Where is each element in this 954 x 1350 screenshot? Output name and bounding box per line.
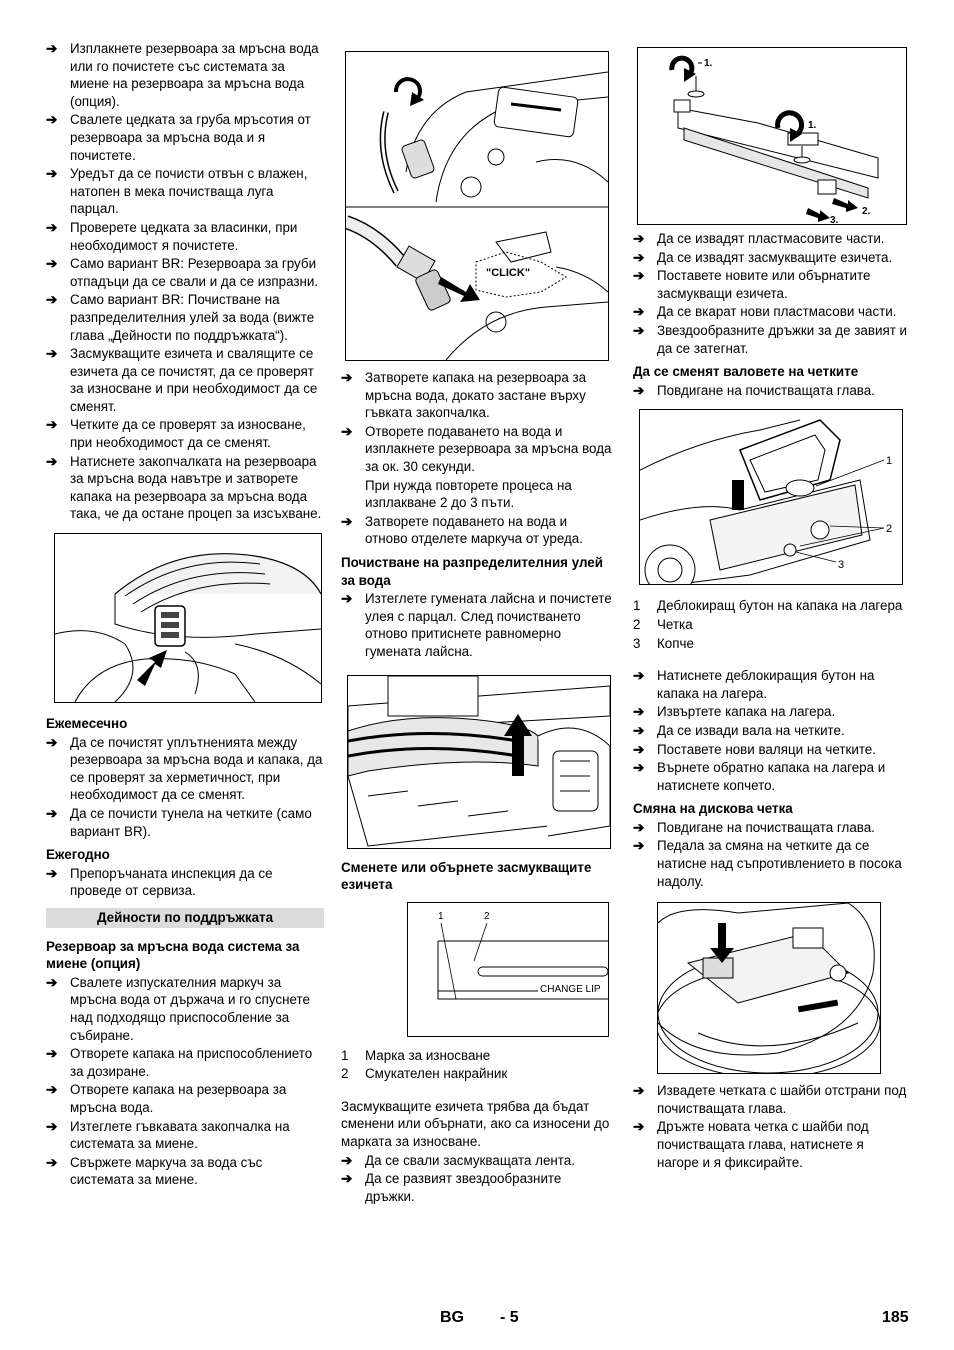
list-item: ➔ Да се извади вала на четките. [633, 722, 845, 738]
arrow-right-icon: ➔ [633, 231, 645, 246]
callout-2: 2 [886, 523, 893, 536]
list-item: ➔ Само вариант BR: Почистване на разпределителния улей за вода (вижте глава „Дейности по поддръжката“). [46, 292, 315, 343]
list-item: ➔ Да се вкарат нови пластмасови части. [633, 304, 897, 320]
tank-latch-figure [54, 533, 322, 703]
disc-brush-figure [657, 902, 881, 1074]
step-label-2: 2. [862, 206, 871, 217]
arrow-right-icon: ➔ [341, 591, 353, 607]
arrow-right-icon: ➔ [46, 256, 58, 272]
change-lip-figure [407, 902, 609, 1037]
callout-1: 1 [886, 455, 893, 468]
step-label-3: 3. [830, 215, 839, 224]
arrow-right-icon: ➔ [341, 370, 353, 385]
legend-item: 2 Четка [633, 616, 693, 632]
list-item: ➔ Натиснете деблокиращия бутон на капака на лагера. [633, 668, 875, 701]
arrow-right-icon: ➔ [46, 865, 58, 881]
column-3 [633, 47, 909, 1172]
brush-roller-figure [639, 409, 903, 585]
list-item: ➔ Изтеглете гъвкавата закопчалка на системата за миене. [46, 1118, 290, 1152]
arrow-right-icon: ➔ [633, 838, 645, 854]
legend-item: 1 Марка за износване [341, 1047, 491, 1063]
arrow-right-icon: ➔ [341, 513, 353, 529]
arrow-right-icon: ➔ [46, 219, 58, 235]
arrow-right-icon: ➔ [46, 292, 58, 308]
callout-3: 3 [838, 559, 845, 572]
lips-heading: Сменете или обърнете засмукващите езичета [341, 859, 592, 893]
list-item: ➔ Изтеглете гумената лайсна и почистете улея с парцал. След почистването отново притиснете равномерно гумената лайсна. [341, 591, 612, 659]
arrow-right-icon: ➔ [341, 423, 353, 439]
list-item: ➔ Отворете подаването на вода и изплакнете резервоара за мръсна вода за ок. 30 секунди. [341, 423, 612, 474]
arrow-right-icon: ➔ [46, 417, 58, 433]
rubber-strip-figure [347, 675, 611, 849]
arrow-right-icon: ➔ [46, 41, 58, 56]
step-label-1a: 1. [704, 58, 713, 69]
lip-callout-2: 2 [484, 910, 490, 922]
list-item: ➔ Поставете нови валяци на четките. [633, 741, 876, 757]
list-item: ➔ Дръжте новата четка с шайби под почистващата глава, натиснете я нагоре и я фиксирайте. [633, 1119, 869, 1170]
arrow-right-icon: ➔ [46, 453, 58, 469]
arrow-right-icon: ➔ [633, 382, 645, 398]
legend-item: 2 Смукателен накрайник [341, 1066, 508, 1082]
list-item: ➔ Да се свали засмукващата лента. [341, 1152, 575, 1168]
list-item: ➔ Звездообразните дръжки за де завият и да се затегнат. [633, 322, 908, 356]
list-item: ➔ Само вариант BR: Резервоара за груби отпадъци да се свали и да се изпразни. [46, 256, 319, 289]
arrow-right-icon: ➔ [633, 322, 645, 338]
arrow-right-icon: ➔ [46, 1118, 58, 1134]
distributor-heading: Почистване на разпределителния улей за вода [341, 554, 603, 588]
change-lip-label: CHANGE LIP [540, 983, 601, 995]
arrow-right-icon: ➔ [46, 974, 58, 990]
list-item: ➔ Проверете цедката за власинки, при необходимост я почистете. [46, 219, 298, 253]
list-item: ➔ Върнете обратно капака на лагера и натиснете копчето. [633, 760, 886, 793]
list-item: ➔ Да се извадят пластмасовите части. [633, 231, 885, 246]
footer-page-number: 185 [882, 1309, 909, 1326]
tank-heading: Резервоар за мръсна вода система за миене (опция) [46, 938, 300, 972]
arrow-right-icon: ➔ [341, 1152, 353, 1168]
list-item: ➔ Препоръчаната инспекция да се проведе от сервиза. [46, 865, 273, 899]
list-item: ➔ Поставете новите или обърнатите засмукващи езичета. [633, 268, 871, 301]
list-item: ➔ Изплакнете резервоара за мръсна вода или го почистете със системата за миене на резервоара за мръсна вода (опция). [46, 41, 319, 109]
disc-heading: Смяна на дискова четка [633, 801, 793, 817]
bullets-top [46, 40, 324, 523]
list-item: ➔ Свалете изпускателния маркуч за мръсна вода от държача и го спуснете над подходящо приспособление за събиране. [46, 974, 310, 1043]
column-2 [341, 51, 613, 1206]
legend-item: 1 Деблокиращ бутон на капака на лагера [633, 598, 903, 614]
list-item: ➔ Затворете капака на резервоара за мръсна вода, докато застане върху гъвката закопчалка. [341, 370, 587, 421]
arrow-right-icon: ➔ [633, 760, 645, 776]
list-item: ➔ Натиснете закопчалката на резервоара за мръсна вода навътре и затворете капака на резервоара за мръсна вода така, че да остане процеп за изсъхване. [46, 453, 322, 522]
footer-lang: BG [440, 1309, 464, 1326]
monthly-heading: Ежемесечно [46, 716, 128, 732]
list-item: ➔ Свалете цедката за груба мръсотия от резервоара за мръсна вода и я почистете. [46, 112, 311, 163]
click-label: "CLICK" [486, 267, 531, 279]
list-item: ➔ Извъртете капака на лагера. [633, 704, 836, 720]
list-item: ➔ Извадете четката с шайби отстрани под почистващата глава. [633, 1083, 907, 1116]
squeegee-figure [637, 47, 907, 225]
arrow-right-icon: ➔ [46, 734, 58, 750]
list-item: ➔ Отворете капака на резервоара за мръсна вода. [46, 1082, 287, 1115]
arrow-right-icon: ➔ [633, 668, 645, 684]
arrow-right-icon: ➔ [46, 112, 58, 128]
arrow-right-icon: ➔ [633, 249, 645, 265]
arrow-right-icon: ➔ [633, 722, 645, 738]
list-item: ➔ Повдигане на почистващата глава. [633, 819, 875, 835]
footer-page-sub: - 5 [500, 1309, 519, 1326]
lips-text: Засмукващите езичета трябва да бъдат сменени или обърнати, ако са износени до марката за износване. [341, 1098, 610, 1150]
lip-callout-1: 1 [438, 910, 444, 922]
list-item: ➔ Да се почисти тунела на четките (само вариант BR). [46, 806, 312, 839]
step-label-1b: 1. [808, 120, 817, 131]
arrow-right-icon: ➔ [633, 268, 645, 284]
list-item: ➔ Да се развият звездообразните дръжки. [341, 1171, 562, 1204]
list-item: ➔ Четките да се проверят за износване, при необходимост да се сменят. [46, 417, 306, 451]
list-item: ➔ Педала за смяна на четките да се натисне над съпротивлението в посока надолу. [633, 838, 902, 889]
list-item: ➔ Да се почистят уплътненията между резервоара за мръсна вода и капака, да се проверят за херметичност, при необходимост да се сменят. [46, 734, 323, 803]
list-item: ➔ Уредът да се почисти отвън с влажен, натопен в мека почистваща луга парцал. [46, 166, 308, 217]
list-item: ➔ Да се извадят засмукващите езичета. [633, 249, 893, 265]
arrow-right-icon: ➔ [633, 304, 645, 320]
arrow-right-icon: ➔ [46, 1046, 58, 1062]
arrow-right-icon: ➔ [341, 1171, 353, 1187]
arrow-right-icon: ➔ [46, 166, 58, 182]
legend-item: 3 Копче [633, 635, 694, 651]
hose-connect-figure [345, 51, 609, 361]
arrow-right-icon: ➔ [633, 1119, 645, 1135]
arrow-right-icon: ➔ [46, 1082, 58, 1098]
arrow-right-icon: ➔ [633, 704, 645, 720]
yearly-heading: Ежегодно [46, 847, 110, 863]
arrow-right-icon: ➔ [46, 806, 58, 821]
repeat-note: При нужда повторете процеса на изплакване 2 до 3 пъти. [365, 477, 572, 511]
column-1 [46, 40, 324, 1190]
arrow-right-icon: ➔ [46, 346, 58, 362]
rollers-heading: Да се сменят валовете на четките [633, 364, 859, 380]
arrow-right-icon: ➔ [633, 1083, 645, 1099]
list-item: ➔ Отворете капака на приспособлението за дозиране. [46, 1046, 313, 1079]
arrow-right-icon: ➔ [633, 819, 645, 835]
section-title: Дейности по поддръжката [46, 908, 324, 928]
list-item: ➔ Засмукващите езичета и свалящите се езичета да се почистят, да се проверят за износване и при необходимост да се сменят. [46, 346, 318, 414]
arrow-right-icon: ➔ [633, 741, 645, 757]
arrow-right-icon: ➔ [46, 1154, 58, 1170]
list-item: ➔ Затворете подаването на вода и отново отделете маркуча от уреда. [341, 513, 583, 547]
list-item: ➔ Повдигане на почистващата глава. [633, 382, 875, 398]
list-item: ➔ Свържете маркуча за вода със системата за миене. [46, 1154, 263, 1188]
